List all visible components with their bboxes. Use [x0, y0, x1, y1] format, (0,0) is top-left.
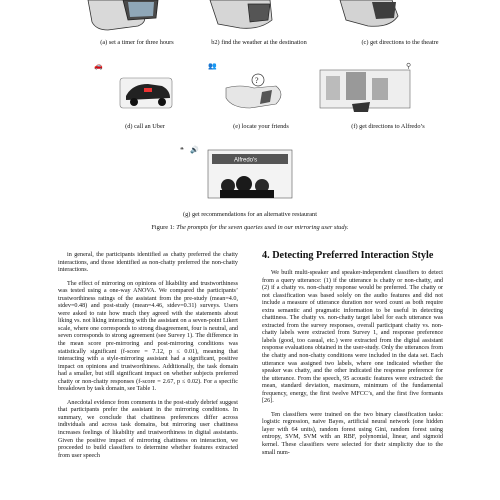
panel-caption-b: b2) find the weather at the destination [211, 39, 307, 46]
location-icon: ⚲ [406, 62, 412, 70]
uber-car-illustration [92, 58, 192, 118]
phone-hand-illustration [68, 0, 188, 36]
panel-caption-e: (e) locate your friends [233, 123, 289, 130]
right-column [262, 270, 443, 457]
locate-friends-illustration [206, 58, 306, 118]
figure-panel-a [68, 0, 188, 36]
panel-caption-g: (g) get recommendations for an alternative restaurant [183, 211, 317, 218]
paragraph: The effect of mirroring on opinions of likability and trustworthiness was tested using a one-way ANOVA. We compared the participants’ trustworthiness ratings of the assistant from the pre-study (mean=4.0, stdev=0.48) and post-study (mean=4.46, stdev=0.31) surveys. Users were asked to rate how much they agreed with the statements about liking vs. not liking interacting with the assistant on a seven-point Likert scale, where one corresponds to strong disagreement, four is neutral, and seven corresponds to strong agreement (see Survey 1). The difference in the mean score pre-mirroring and post-mirroring conditions was statistically significant (f-score = 7.12, p ≤ 0.01), meaning that interacting with a style-mirroring assistant had a significant, positive impact on opinions and trustworthiness. Additionally, the task domain had a smaller, but still significant impact on whether subjects preferred chatty or non-chatty responses (f-score = 2.67, p ≤ 0.02). For a specific breakdown by task domain, see Table 1. [58, 280, 238, 393]
figure-panel-f [312, 58, 422, 118]
figure-label: Figure 1: [151, 224, 175, 231]
figure-caption-text: The prompts for the seven queries used in our mirroring user study. [176, 224, 349, 231]
panel-caption-a: (a) set a timer for three hours [100, 39, 174, 46]
theatre-phone-illustration [332, 0, 442, 36]
paragraph: in general, the participants identified as chatty preferred the chatty interactions, and those identified as non-chatty preferred the non-chatty interactions. [58, 252, 238, 274]
people-icon: 👥 [208, 62, 217, 70]
panel-caption-d: (d) call an Uber [125, 123, 165, 130]
restaurant-recommendation-illustration [180, 142, 320, 207]
restaurant-sign: Alfredo's [234, 157, 258, 164]
paragraph: We built multi-speaker and speaker-independent classifiers to detect from a query utterance: (1) if the utterance is chatty or non-chatty, and (2) if a chatty vs. non-chatty response would be preferred. The chatty or not classification was based solely on the audio features and did not include a measure of utterance duration nor word count as both require extra semantic and pragmatic information to be useful in detecting chattiness. The chatty vs. non-chatty target label for each utterance was extracted from the survey responses, overall participant chatty vs. non-chatty labels were extracted from Survey 1, and response preference labels (good, too casual, etc.) were extracted from the digital assistant response evaluations obtained in the user-study. Only the utterances from the chatty and non-chatty conditions were included in the data set. Each utterance was assigned two labels, where one indicated whether the speaker was chatty, and the other indicated the response preference for the utterance. From the speech, 95 acoustic features were extracted: the mean, standard deviation, maximum, minimum of the fundamental frequency, energy, the first twelve MFCC’s, and the first five formants [26]. [262, 270, 443, 405]
panel-caption-f: (f) get directions to Alfredo’s [351, 123, 425, 130]
figure-panel-c [332, 0, 442, 36]
paragraph: Anecdotal evidence from comments in the post-study debrief suggest that participants prefer the assistant in the mirroring conditions. In summary, we conclude that chattiness preferences differ across individuals and across task domains, but mirroring user chattiness increases feelings of likability and trustworthiness in digital assistants. Given the positive impact of mirroring chattiness on interaction, we proceeded to build classifiers to determine whether features extracted from user speech [58, 399, 238, 459]
figure-caption [0, 224, 500, 231]
quote-icon: ❝ [180, 146, 184, 154]
figure-panel-g [180, 142, 320, 207]
weather-phone-illustration [200, 0, 310, 36]
section-heading: 4. Detecting Preferred Interaction Style [262, 250, 434, 261]
panel-caption-c: (c) get directions to the theatre [361, 39, 439, 46]
left-column [58, 252, 238, 460]
question-mark-icon: ? [255, 76, 259, 85]
speaker-icon: 🔊 [190, 146, 199, 154]
figure-panel-b [200, 0, 310, 36]
paragraph: Ten classifiers were trained on the two binary classification tasks: logistic regression, naive Bayes, artificial neural network (one hidden layer with 64 units), random forest using Gini, random forest using entropy, SVM, SVM with an RBF, polynomial, linear, and sigmoid kernel. These classifiers were selected for their simplicity due to the small num- [262, 411, 443, 456]
alfredos-directions-illustration [312, 58, 422, 118]
figure-panel-e [206, 58, 306, 118]
figure-panel-d [92, 58, 192, 118]
car-icon: 🚗 [94, 62, 103, 70]
